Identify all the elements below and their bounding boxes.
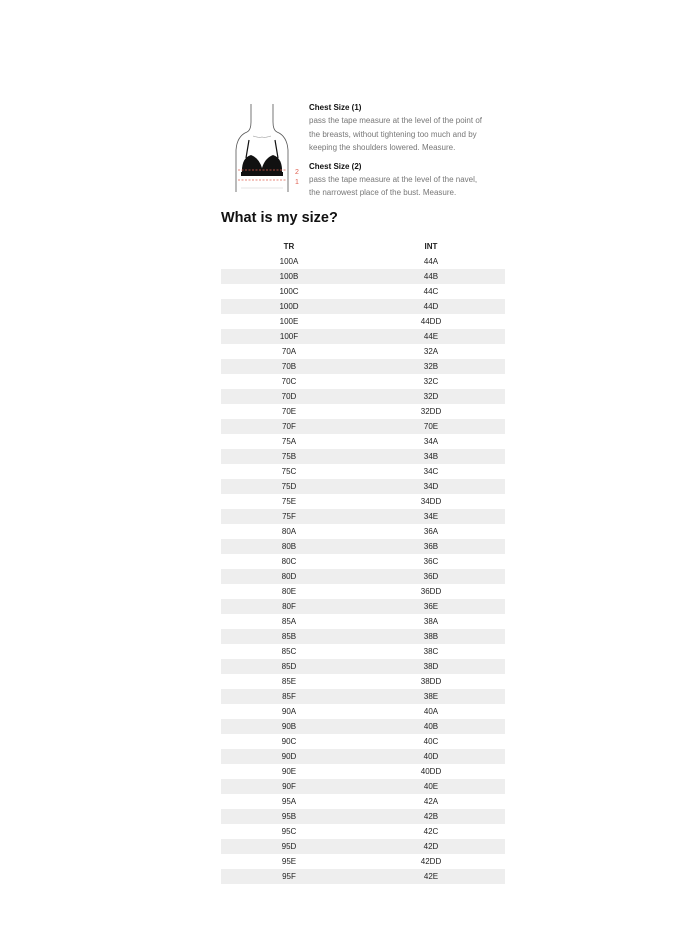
int-size-cell: 38D <box>357 659 505 674</box>
int-size-cell: 34DD <box>420 497 442 506</box>
tr-size-cell: 90F <box>221 779 357 794</box>
table-row <box>221 434 505 449</box>
table-row <box>221 689 505 704</box>
tr-size-cell: 95F <box>221 869 357 884</box>
marker-label-1: 1 <box>295 179 299 186</box>
tr-size-cell: 90B <box>221 719 357 734</box>
tr-size-cell: 70A <box>281 347 297 356</box>
int-size-cell: 36A <box>423 527 439 536</box>
table-row <box>221 314 505 329</box>
tr-size-cell: 90E <box>281 767 297 776</box>
column-header-int: INT <box>424 242 438 251</box>
table-row <box>221 614 505 629</box>
chest-size-2-line: the narrowest place of the bust. Measure. <box>309 188 457 197</box>
table-row <box>221 524 505 539</box>
table-row <box>221 494 505 509</box>
table-row <box>221 269 505 284</box>
int-size-cell: 42A <box>423 797 439 806</box>
tr-size-cell: 70B <box>221 359 357 374</box>
int-size-cell: 38DD <box>420 677 442 686</box>
table-row <box>221 644 505 659</box>
int-size-cell: 34C <box>423 467 439 476</box>
tr-size-cell: 85C <box>281 647 297 656</box>
int-size-cell: 44C <box>423 287 439 296</box>
table-row <box>221 299 505 314</box>
table-row <box>221 794 505 809</box>
int-size-cell: 40D <box>357 749 505 764</box>
table-row <box>221 584 505 599</box>
int-size-cell: 44D <box>357 299 505 314</box>
table-row <box>221 719 505 734</box>
chest-size-1-line: keeping the shoulders lowered. Measure. <box>309 143 456 152</box>
table-row <box>221 329 505 344</box>
table-row <box>221 479 505 494</box>
measurement-guide <box>229 100 519 200</box>
int-size-cell: 44DD <box>420 317 442 326</box>
tr-size-cell: 75F <box>221 509 357 524</box>
int-size-cell: 40C <box>423 737 439 746</box>
int-size-cell: 42B <box>357 809 505 824</box>
tr-size-cell: 85D <box>221 659 357 674</box>
tr-size-cell: 100B <box>221 269 357 284</box>
chest-size-1-line: pass the tape measure at the level of the point of <box>309 116 482 125</box>
tr-size-cell: 95E <box>281 857 297 866</box>
table-row <box>221 539 505 554</box>
tr-size-cell: 90A <box>281 707 297 716</box>
tr-size-cell: 100E <box>279 317 299 326</box>
chest-size-1-line: the breasts, without tightening too much and by <box>309 129 477 139</box>
table-row <box>221 779 505 794</box>
measurement-instructions <box>309 100 519 200</box>
chest-size-2-line: pass the tape measure at the level of the navel, <box>309 174 478 184</box>
chest-size-2-title: Chest Size (2) <box>309 161 362 171</box>
bust-figure-illustration <box>229 100 309 200</box>
int-size-cell: 34A <box>423 437 439 446</box>
int-size-cell: 36C <box>423 557 439 566</box>
tr-size-cell: 80C <box>281 557 297 566</box>
table-row <box>221 344 505 359</box>
table-row <box>221 464 505 479</box>
table-row <box>221 284 505 299</box>
tr-size-cell: 80F <box>221 599 357 614</box>
tr-size-cell: 100C <box>279 287 299 296</box>
table-row <box>221 659 505 674</box>
tr-size-cell: 100D <box>221 299 357 314</box>
tr-size-cell: 70F <box>221 419 357 434</box>
tr-size-cell: 75C <box>281 467 297 476</box>
tr-size-cell: 80B <box>221 539 357 554</box>
table-row <box>221 824 505 839</box>
tr-size-cell: 80E <box>281 587 297 596</box>
int-size-cell: 44B <box>357 269 505 284</box>
table-header-row <box>221 239 505 254</box>
int-size-cell: 40B <box>357 719 505 734</box>
int-size-cell: 70E <box>357 419 505 434</box>
int-size-cell: 38B <box>357 629 505 644</box>
int-size-cell: 40DD <box>420 767 442 776</box>
tr-size-cell: 95B <box>221 809 357 824</box>
tr-size-cell: 90D <box>221 749 357 764</box>
int-size-cell: 36E <box>357 599 505 614</box>
int-size-cell: 32DD <box>420 407 442 416</box>
table-row <box>221 254 505 269</box>
int-size-cell: 44A <box>423 257 439 266</box>
tr-size-cell: 100A <box>279 257 299 266</box>
table-row <box>221 509 505 524</box>
table-row <box>221 749 505 764</box>
marker-label-2: 2 <box>295 169 299 176</box>
table-row <box>221 809 505 824</box>
tr-size-cell: 85E <box>281 677 297 686</box>
tr-size-cell: 70D <box>221 389 357 404</box>
tr-size-cell: 75B <box>221 449 357 464</box>
tr-size-cell: 75A <box>281 437 297 446</box>
tr-size-cell: 95A <box>281 797 297 806</box>
int-size-cell: 36DD <box>420 587 442 596</box>
table-row <box>221 854 505 869</box>
page-title: What is my size? <box>221 210 338 226</box>
table-row <box>221 419 505 434</box>
tr-size-cell: 100F <box>221 329 357 344</box>
table-row <box>221 569 505 584</box>
int-size-cell: 32D <box>357 389 505 404</box>
tr-size-cell: 70E <box>281 407 297 416</box>
int-size-cell: 38A <box>423 617 439 626</box>
int-size-cell: 32C <box>423 377 439 386</box>
table-row <box>221 764 505 779</box>
int-size-cell: 32B <box>357 359 505 374</box>
int-size-cell: 44E <box>357 329 505 344</box>
int-size-cell: 38E <box>357 689 505 704</box>
int-size-cell: 42DD <box>420 857 442 866</box>
table-row <box>221 704 505 719</box>
int-size-cell: 34B <box>357 449 505 464</box>
int-size-cell: 34D <box>357 479 505 494</box>
tr-size-cell: 85B <box>221 629 357 644</box>
int-size-cell: 42E <box>357 869 505 884</box>
table-row <box>221 389 505 404</box>
tr-size-cell: 70C <box>281 377 297 386</box>
int-size-cell: 32A <box>423 347 439 356</box>
table-row <box>221 404 505 419</box>
table-row <box>221 599 505 614</box>
tr-size-cell: 85F <box>221 689 357 704</box>
table-row <box>221 734 505 749</box>
int-size-cell: 36B <box>357 539 505 554</box>
table-row <box>221 869 505 884</box>
int-size-cell: 42C <box>423 827 439 836</box>
tr-size-cell: 85A <box>281 617 297 626</box>
column-header-tr: TR <box>283 242 295 251</box>
tr-size-cell: 95D <box>221 839 357 854</box>
tr-size-cell: 90C <box>281 737 297 746</box>
tr-size-cell: 75E <box>281 497 297 506</box>
table-row <box>221 359 505 374</box>
table-row <box>221 554 505 569</box>
table-row <box>221 674 505 689</box>
tr-size-cell: 80A <box>281 527 297 536</box>
size-table-body <box>221 254 505 884</box>
tr-size-cell: 95C <box>281 827 297 836</box>
chest-size-1-title: Chest Size (1) <box>309 103 362 112</box>
int-size-cell: 40E <box>357 779 505 794</box>
tr-size-cell: 75D <box>221 479 357 494</box>
int-size-cell: 40A <box>423 707 439 716</box>
table-row <box>221 374 505 389</box>
table-row <box>221 449 505 464</box>
table-row <box>221 629 505 644</box>
size-table <box>221 239 505 884</box>
int-size-cell: 34E <box>357 509 505 524</box>
table-row <box>221 839 505 854</box>
int-size-cell: 42D <box>357 839 505 854</box>
int-size-cell: 36D <box>357 569 505 584</box>
tr-size-cell: 80D <box>221 569 357 584</box>
int-size-cell: 38C <box>423 647 439 656</box>
